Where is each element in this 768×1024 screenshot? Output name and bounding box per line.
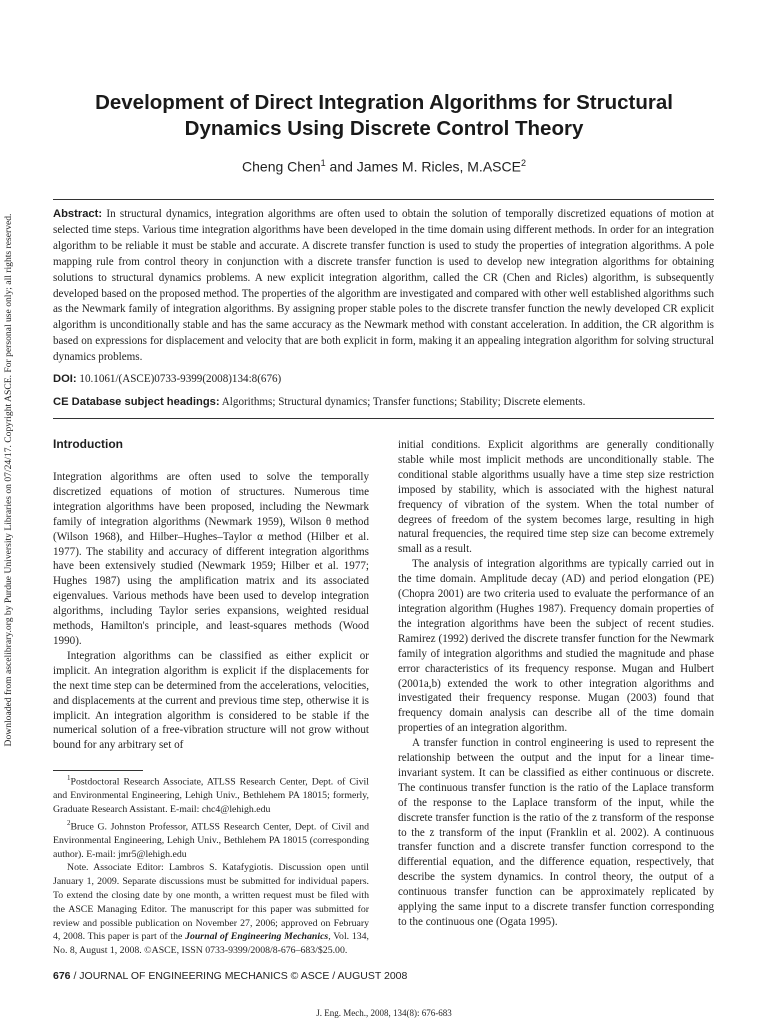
abstract-text: In structural dynamics, integration algorithms are often used to obtain the solution of temporally discretized equations of motion at selected time steps. Various time integration algorithms have been developed in the time domain using different methods. In order for an integration algorithm to be reliable it must be stable and accurate. A discrete transfer function is used to study the properties of integration algorithms. A pole mapping rule from control theory in conjunction with a discrete transfer function is used to develop new integration algorithms for obtaining solutions to structural dynamics problems. A new explicit integration algorithm, called the CR (Chen and Ricles) algorithm, is subsequently developed based on the proposed method. The properties of the algorithm are investigated and compared with other well established algorithms such as the Newmark family of integration algorithms. By assigning proper stable poles to the discrete transfer function the newly developed CR explicit algorithm is unconditionally stable and has the same accuracy as the Newmark method with constant acceleration. In addition, the CR algorithm is based on expressions for displacement and velocity that are both explicit in form, making it an appealing integration algorithm for solving structural dynamics problems. (53, 208, 714, 364)
journal-footer: / JOURNAL OF ENGINEERING MECHANICS © ASCE / AUGUST 2008 (70, 970, 408, 982)
author-1: Cheng Chen (242, 158, 321, 175)
right-column (398, 438, 714, 930)
footnote-2-marker: 2 (67, 818, 71, 827)
left-paragraph-1: Integration algorithms are often used to solve the temporally discretized equations of motion of structures. Numerous time integration algorithms have been proposed, including the Newmark family of integration algorithms (Newmark 1959), Wilson θ method (Wilson 1968), and Hilber–Hughes–Taylor α method (Hilber et al. 1977). The stability and accuracy of different integration algorithms have been extensively studied (Newmark 1959; Hilber et al. 1977; Hughes 1987) using the amplification matrix and its associated eigenvalues. Various methods have been used to develop integration algorithms, including Taylor series expansions, weighted residual methods, Hamilton's principle, and least-squares methods (Wood 1990). (53, 471, 369, 647)
author-1-sup: 1 (320, 158, 326, 168)
author-2-sup: 2 (520, 158, 526, 168)
right-paragraph-2: The analysis of integration algorithms are typically carried out in the time domain. Amplitude decay (AD) and period elongation (PE) (Chopra 2001) are two criteria used to evaluate the performance of an integration algorithm (Hughes 1987). Frequency domain properties of the integration algorithms have been the subject of recent studies. Ramirez (1992) derived the discrete transfer function for the Newmark family of integration algorithms and studied the magnitude and phase error characteristics of its frequency response. Mugan and Hulbert (2001a,b) extended the work to other integration algorithms and investigated their frequency response. Mugan (2003) found that frequency domain analysis can describe all of the time domain properties of an integration algorithm. (398, 558, 714, 735)
citation-line: J. Eng. Mech., 2008, 134(8): 676-683 (316, 1008, 452, 1018)
top-rule (53, 199, 714, 200)
download-notice (0, 200, 19, 760)
footnote-1 (53, 772, 369, 817)
journal-name: Journal of Engineering Mechanics (185, 931, 329, 943)
title-line-2: Dynamics Using Discrete Control Theory (184, 117, 584, 140)
right-paragraph-3: A transfer function in control engineering is used to represent the relationship between the output and the input for a linear time-invariant system. It can be classified as either continuous or discrete. The continuous transfer function is the ratio of the Laplace transform of the response to the Laplace transform of the input, while the discrete transfer function is the ratio of the z transform of the response to the z transform of the input (Franklin et al. 2002). A continuous transfer function and a discrete transfer function correspond to the differential equation, and the difference equation, respectively, that describe the system dynamics. In control theory, the output of a continuous transfer function can be approximately replicated by applying the same input to a discrete transfer function corresponding to the continuous one (Ogata 1995). (398, 737, 714, 928)
footnote-1-marker: 1 (67, 774, 71, 782)
author-2: and James M. Ricles, M.ASCE (325, 158, 521, 175)
subject-headings-value: Algorithms; Structural dynamics; Transfer functions; Stability; Discrete elements. (221, 396, 586, 408)
editorial-note-text: Note. Associate Editor: Lambros S. Katafygiotis. Discussion open until January 1, 2009. Separate discussions must be submitted for individual papers. To extend the closing date by one month, a written request must be filed with the ASCE Managing Editor. The manuscript for this paper was submitted for review and possible publication on November 27, 2006; approved on February 4, 2008. This paper is part of the (53, 862, 369, 943)
doi-label: DOI: (53, 373, 77, 385)
editorial-note (53, 861, 369, 958)
abstract-bottom-rule (53, 418, 714, 419)
doi-line (53, 373, 281, 385)
doi-value[interactable]: 10.1061/(ASCE)0733-9399(2008)134:8(676) (79, 373, 282, 385)
footnotes (53, 772, 369, 958)
footnote-2-text: Bruce G. Johnston Professor, ATLSS Research Center, Dept. of Civil and Environmental Engineering, Lehigh Univ., Bethlehem PA 18015 (corresponding author). E-mail: jmr5@lehigh.edu (53, 820, 369, 860)
download-notice-text: Downloaded from ascelibrary.org by Purdue University Libraries on 07/24/17. Copyright ASCE. For personal use only; all rights reserved. (3, 213, 14, 747)
footnote-2 (53, 817, 369, 862)
paper-title (40, 90, 728, 142)
section-heading-introduction: Introduction (53, 437, 123, 451)
abstract-label: Abstract: (53, 208, 103, 220)
subject-headings (53, 396, 585, 408)
title-line-1: Development of Direct Integration Algorithms for Structural (95, 91, 673, 114)
subject-headings-label: CE Database subject headings: (53, 396, 220, 408)
right-paragraph-1: initial conditions. Explicit algorithms are generally conditionally stable while most implicit methods are unconditionally stable. The conditional stable algorithms usually have a time step size restriction imposed by stability, which is associated with the highest natural frequency of vibration of the system. When the total number of degrees of freedom of the system becomes large, resulting in high natural frequencies, the required time step size can become extremely small as a result. (398, 439, 714, 556)
left-column (53, 470, 369, 753)
left-paragraph-2: Integration algorithms can be classified as either explicit or implicit. An integration algorithm is explicit if the displacements for the next time step can be determined from the accelerations, velocities, and displacements at the current and previous time step, otherwise it is implicit. An integration algorithm is considered to be stable if the numerical solution of a free-vibration structure will not grow without bound for any arbitrary set of (53, 649, 369, 752)
footnote-rule (53, 770, 143, 771)
page-footer (53, 970, 407, 982)
abstract (53, 207, 714, 366)
page-number: 676 (53, 970, 71, 982)
author-line (40, 158, 728, 175)
footnote-1-text: Postdoctoral Research Associate, ATLSS Research Center, Dept. of Civil and Environmental Engineering, Lehigh Univ., Bethlehem PA 18015; formerly, Graduate Research Assistant. E-mail: chc4@lehigh.edu (53, 776, 369, 815)
editorial-note-tail: , Vol. 134, No. 8, August 1, 2008. ©ASCE, ISSN 0733-9399/2008/8-676–683/$25.00. (53, 931, 369, 957)
